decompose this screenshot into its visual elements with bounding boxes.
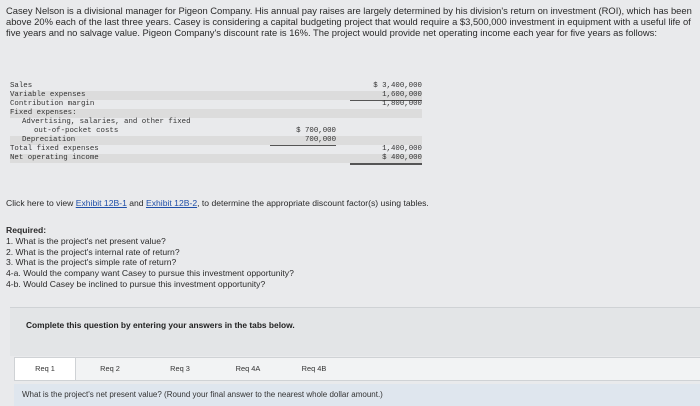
fixed-label: Fixed expenses: xyxy=(10,109,77,117)
fixed-row xyxy=(10,109,422,118)
panel-title: Complete this question by entering your answers in the tabs below. xyxy=(26,320,295,330)
exhibit-text-post: , to determine the appropriate discount factor(s) using tables. xyxy=(197,198,429,208)
depreciation-row xyxy=(10,136,422,145)
variable-label: Variable expenses xyxy=(10,91,86,99)
required-item: 1. What is the project's net present value? xyxy=(6,235,166,246)
answer-panel xyxy=(10,307,700,356)
sales-value: $ 3,400,000 xyxy=(373,82,422,90)
contribution-label: Contribution margin xyxy=(10,100,95,108)
tab-req-1[interactable]: Req 1 xyxy=(14,358,76,380)
noi-value: $ 400,000 xyxy=(350,154,422,165)
tab-req-3[interactable]: Req 3 xyxy=(170,364,190,373)
problem-intro: Casey Nelson is a divisional manager for Pigeon Company. His annual pay raises are largely determined by his division's return on investment (ROI), which has been above 20% each of the last three years. Casey is considering a capital budgeting project that would require a $3,500,000 investment in equipment with a useful life of five years and no salvage value. Pigeon Company's discount rate is 16%. The project would provide net operating income each year for five years as follows: xyxy=(6,5,692,38)
requirement-tabs xyxy=(14,357,700,381)
income-statement xyxy=(10,82,430,182)
advertising-value: $ 700,000 xyxy=(296,127,336,135)
required-item: 4-b. Would Casey be inclined to pursue this investment opportunity? xyxy=(6,278,266,289)
tab-req-4a[interactable]: Req 4A xyxy=(235,364,261,373)
question-prompt: What is the project's net present value? (Round your final answer to the nearest whole dollar amount.) xyxy=(14,384,700,406)
contribution-value: 1,800,000 xyxy=(382,100,422,108)
variable-value: 1,600,000 xyxy=(350,91,422,101)
total-fixed-label: Total fixed expenses xyxy=(10,145,99,153)
required-item: 4-a. Would the company want Casey to pursue this investment opportunity? xyxy=(6,268,294,279)
noi-label: Net operating income xyxy=(10,154,99,162)
depreciation-value: 700,000 xyxy=(270,136,336,146)
exhibit-12b-1-link[interactable]: Exhibit 12B-1 xyxy=(75,198,127,208)
exhibit-12b-2-link[interactable]: Exhibit 12B-2 xyxy=(145,198,198,208)
tab-req-4b[interactable]: Req 4B xyxy=(301,364,327,373)
total-fixed-value: 1,400,000 xyxy=(350,145,422,155)
exhibit-text-pre: Click here to view xyxy=(6,198,76,208)
depreciation-label: Depreciation xyxy=(22,136,76,144)
exhibit-text-mid: and xyxy=(126,198,146,208)
sales-label: Sales xyxy=(10,82,33,90)
advertising-label-1: Advertising, salaries, and other fixed xyxy=(22,118,191,126)
required-heading: Required: xyxy=(6,225,47,235)
required-section xyxy=(6,225,506,290)
required-item: 3. What is the project's simple rate of return? xyxy=(6,257,177,268)
exhibit-instructions xyxy=(6,198,429,208)
advertising-label-2: out-of-pocket costs xyxy=(34,127,119,135)
required-item: 2. What is the project's internal rate of return? xyxy=(6,246,180,257)
tab-req-2[interactable]: Req 2 xyxy=(100,364,120,373)
